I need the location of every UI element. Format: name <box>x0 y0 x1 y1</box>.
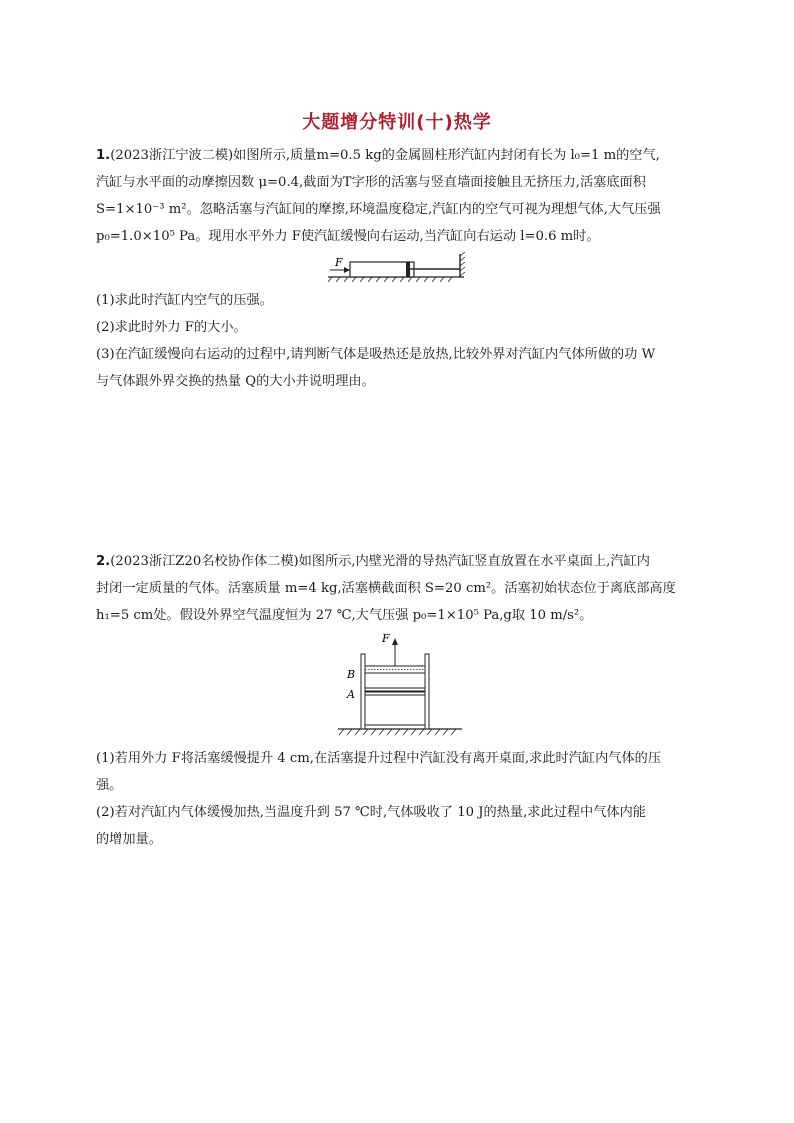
q2-label-a: A <box>347 688 355 701</box>
q1-cylinder-figure <box>322 250 474 284</box>
q2-cylinder-figure <box>336 628 464 740</box>
q1-sub-2: (2)求此时外力 F的大小。 <box>96 320 247 335</box>
q2-subquestions <box>96 745 700 853</box>
q1-stem <box>96 142 700 250</box>
q1-sub-3-cont: 与气体跟外界交换的热量 Q的大小并说明理由。 <box>96 374 375 389</box>
q2-stem-line: h₁=5 cm处。假设外界空气温度恒为 27 ℃,大气压强 p₀=1×10⁵ Pa,g取 10 m/s²。 <box>96 608 593 623</box>
q1-sub-3: (3)在汽缸缓慢向右运动的过程中,请判断气体是吸热还是放热,比较外界对汽缸内气体所做的功 W <box>96 347 656 362</box>
q2-sub-2: (2)若对汽缸内气体缓慢加热,当温度升到 57 ℃时,气体吸收了 10 J的热量,求此过程中气体内能 <box>96 805 646 820</box>
q2-stem <box>96 548 700 629</box>
q1-stem-line: (2023浙江宁波二模)如图所示,质量m=0.5 kg的金属圆柱形汽缸内封闭有长为 l₀=1 m的空气, <box>110 148 660 163</box>
q1-sub-1: (1)求此时汽缸内空气的压强。 <box>96 293 273 308</box>
q1-stem-line: 汽缸与水平面的动摩擦因数 μ=0.4,截面为T字形的活塞与竖直墙面接触且无挤压力,活塞底面积 <box>96 175 646 190</box>
q1-subquestions <box>96 287 700 395</box>
page-title: 大题增分特训(十)热学 <box>302 112 492 133</box>
q2-stem-line: (2023浙江Z20名校协作体二模)如图所示,内壁光滑的导热汽缸竖直放置在水平桌面上,汽缸内 <box>110 554 650 569</box>
q2-label-b: B <box>347 668 356 681</box>
q2-stem-line: 封闭一定质量的气体。活塞质量 m=4 kg,活塞横截面积 S=20 cm²。活塞初始状态位于离底部高度 <box>96 581 676 596</box>
q1-force-label: F <box>335 256 343 269</box>
q2-sub-2-cont: 的增加量。 <box>96 832 162 847</box>
q2-number: 2. <box>96 554 111 569</box>
q2-force-label: F <box>382 632 390 645</box>
q1-number: 1. <box>96 148 111 163</box>
q1-stem-line: S=1×10⁻³ m²。忽略活塞与汽缸间的摩擦,环境温度稳定,汽缸内的空气可视为理想气体,大气压强 <box>96 202 661 217</box>
q2-sub-1-cont: 强。 <box>96 778 123 793</box>
q1-stem-line: p₀=1.0×10⁵ Pa。现用水平外力 F使汽缸缓慢向右运动,当汽缸向右运动 l=0.6 m时。 <box>96 229 600 244</box>
q2-sub-1: (1)若用外力 F将活塞缓慢提升 4 cm,在活塞提升过程中汽缸没有离开桌面,求此时汽缸内气体的压 <box>96 751 662 766</box>
